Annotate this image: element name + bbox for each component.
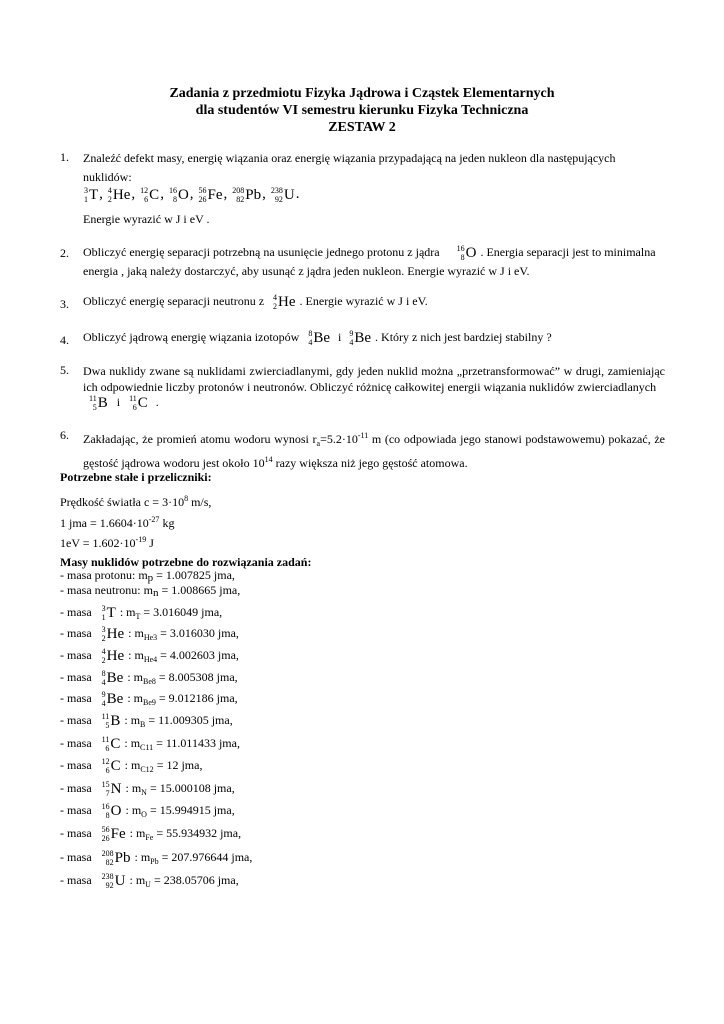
problem-2-line (83, 244, 656, 262)
constant-unit: m/s, (188, 495, 212, 509)
mass-prefix: - masa (60, 691, 92, 705)
mass-symbol-label: : m (124, 691, 143, 705)
nuclide-o-16 (169, 186, 189, 204)
nuclide-indices (232, 186, 244, 204)
nuclide-indices (102, 780, 110, 798)
mass-row (60, 849, 252, 870)
nuclide-mass-number: 12 (101, 757, 110, 767)
nuclide-symbol: He (278, 294, 296, 311)
problem-2-number: 2. (60, 246, 69, 260)
nuclide-mass-number: 16 (456, 244, 465, 254)
mass-nuclide (102, 604, 116, 622)
problem-1-text: Znaleźć defekt masy, energię wiązania oraz energię wiązania przypadającą na jeden nukleon dla następujących (83, 151, 616, 165)
nuclide-atomic-number: 4 (349, 338, 354, 348)
nuclide-atomic-number: 7 (105, 789, 110, 799)
problem-4-nuclide-2 (349, 329, 371, 347)
nuclide-indices (102, 669, 106, 687)
mass-subscript: O (141, 810, 147, 819)
mass-prefix: - masa (60, 873, 92, 887)
mass-prefix: - masa (60, 758, 92, 772)
nuclide-indices (140, 186, 148, 204)
mass-subscript: Fe (145, 833, 154, 842)
mass-row (60, 825, 241, 846)
nuclide-t-3 (84, 186, 98, 204)
mass-value: = 8.005308 jma, (155, 670, 238, 684)
mass-row (60, 647, 239, 668)
mass-subscript: Be9 (143, 698, 156, 707)
nuclide-separator: , (160, 186, 164, 202)
problem-6-text-1: Zakładając, że promień atomu wodoru wynosi r (83, 432, 317, 446)
nuclide-indices (102, 712, 110, 730)
mass-value: = 238.05706 jma, (150, 873, 239, 887)
nuclide-mass-number: 11 (89, 394, 97, 404)
mass-symbol-label: : m (121, 758, 141, 772)
nuclide-indices (199, 186, 207, 204)
problem-2-text-b: . Energia separacji jest to minimalna (480, 245, 656, 259)
nuclide-indices (102, 872, 114, 890)
problem-4-line (83, 329, 552, 347)
mass-neutron (60, 582, 240, 601)
constant-unit: J (146, 536, 154, 550)
mass-value: = 12 jma, (153, 758, 203, 772)
problem-3-text-b: . Energie wyrazić w J i eV. (299, 294, 428, 308)
problem-4-number: 4. (60, 333, 69, 347)
nuclide-atomic-number: 1 (84, 195, 88, 205)
nuclide-separator: , (262, 186, 266, 202)
problem-4-text-a: Obliczyć jądrową energię wiązania izotopów (83, 330, 300, 344)
nuclide-symbol: Fe (207, 187, 223, 204)
mass-subscript: n (152, 587, 159, 599)
problem-3-text-a: Obliczyć energię separacji neutronu z (83, 294, 265, 308)
nuclide-atomic-number: 82 (236, 195, 245, 205)
nuclide-atomic-number: 5 (92, 403, 97, 413)
mass-symbol-label: : m (125, 626, 144, 640)
problem-5-text: Dwa nuklidy zwane są nuklidami zwierciadlanymi, gdy jeden nuklid można „przetransformować” w drugi, zamieniając ich odpowiednie liczby protonów i neutronów. Obliczyć różnicę całkowitej energii wiązania nuklidów zwierciadlanych (83, 364, 665, 394)
mass-prefix: - masa (60, 670, 92, 684)
mass-row (60, 604, 222, 625)
nuclide-separator: . (295, 186, 300, 202)
problem-2-text-a: Obliczyć energię separacji potrzebną na usunięcie jednego protonu z jądra (83, 245, 440, 259)
nuclide-mass-number: 11 (101, 712, 110, 722)
problem-1-number: 1. (60, 150, 69, 164)
mass-value: = 15.000108 jma, (146, 781, 235, 795)
nuclide-indices (102, 802, 110, 820)
mass-value: = 1.008665 jma, (158, 583, 241, 597)
constants-heading: Potrzebne stałe i przeliczniki: (60, 470, 212, 484)
mass-subscript: B (140, 720, 146, 729)
nuclide-indices (108, 186, 112, 204)
nuclide-symbol: O (110, 803, 122, 820)
mass-subscript: C12 (140, 765, 154, 774)
nuclide-separator: , (131, 186, 136, 202)
nuclide-symbol: Pb (245, 187, 262, 204)
mass-nuclide (102, 802, 122, 820)
nuclide-mass-number: 8 (101, 669, 106, 679)
nuclide-indices (102, 735, 110, 753)
mass-nuclide (102, 669, 124, 687)
nuclide-atomic-number: 92 (274, 195, 283, 205)
nuclide-symbol: He (106, 626, 125, 643)
nuclide-atomic-number: 8 (460, 253, 465, 263)
mass-label: - masa protonu: m (60, 568, 148, 582)
nuclide-atomic-number: 8 (172, 195, 177, 205)
problem-6-text-3: m (co odpowiada jego stanowi podstawowemu) pokazać, że gęstość jądrowa wodoru jest około 10 (83, 432, 666, 470)
mass-row (60, 872, 239, 893)
mass-value: = 15.994915 jma, (146, 803, 235, 817)
mass-subscript: p (147, 572, 154, 584)
mass-symbol-label: : m (121, 736, 141, 750)
mass-row (60, 780, 235, 801)
mass-value: = 1.007825 jma, (153, 568, 235, 582)
mass-prefix: - masa (60, 826, 92, 840)
mass-symbol-label: : m (122, 781, 142, 795)
problem-6-text-4: razy większa niż jego gęstość atomowa. (272, 456, 468, 470)
nuclide-indices (102, 647, 106, 665)
mass-subscript: Be8 (143, 677, 156, 686)
mass-symbol-label: : m (131, 850, 151, 864)
mass-prefix: - masa (60, 626, 92, 640)
nuclide-atomic-number: 26 (198, 195, 207, 205)
nuclide-atomic-number: 2 (273, 302, 278, 312)
nuclide-symbol: U (283, 187, 295, 204)
nuclide-mass-number: 3 (101, 625, 106, 635)
mass-prefix: - masa (60, 850, 92, 864)
constant-exponent: 8 (184, 494, 189, 503)
nuclide-mass-number: 56 (198, 186, 207, 196)
nuclide-mass-number: 11 (101, 735, 110, 745)
nuclide-separator: , (189, 186, 194, 202)
nuclide-atomic-number: 6 (105, 744, 110, 754)
problem-6-exponent-2: 14 (264, 455, 273, 464)
nuclide-mass-number: 4 (273, 293, 278, 303)
mass-symbol-label: : m (116, 605, 136, 619)
nuclide-symbol: He (112, 187, 131, 204)
mass-prefix: - masa (60, 713, 92, 727)
nuclide-symbol: Be (354, 330, 372, 347)
nuclide-atomic-number: 8 (105, 811, 110, 821)
mass-value: = 55.934932 jma, (153, 826, 242, 840)
nuclide-symbol: C (137, 395, 148, 412)
problem-1-text-2: nuklidów: (83, 170, 132, 184)
nuclide-symbol: U (114, 873, 126, 890)
nuclide-mass-number: 12 (140, 186, 149, 196)
nuclide-fe-56 (199, 186, 223, 204)
nuclide-mass-number: 8 (308, 329, 313, 339)
mass-row (60, 802, 235, 823)
nuclide-indices (84, 186, 88, 204)
mass-subscript: T (135, 612, 141, 621)
nuclide-symbol: Be (313, 330, 331, 347)
nuclide-separator: , (99, 186, 103, 202)
nuclide-atomic-number: 6 (132, 403, 137, 413)
nuclide-indices (102, 849, 114, 867)
nuclide-mass-number: 16 (101, 802, 110, 812)
nuclide-symbol: Pb (114, 850, 131, 867)
nuclide-atomic-number: 4 (308, 338, 313, 348)
problem-6-number: 6. (60, 428, 69, 442)
mass-nuclide (102, 849, 131, 867)
nuclide-atomic-number: 4 (101, 678, 106, 688)
nuclide-symbol: Be (106, 670, 124, 687)
constant-unit: kg (159, 516, 175, 530)
mass-row (60, 690, 238, 711)
nuclide-symbol: O (465, 245, 477, 262)
constant-exponent: -27 (148, 515, 160, 524)
nuclide-symbol: Fe (110, 826, 126, 843)
problem-5-conjunction: i (116, 395, 121, 409)
nuclide-indices (102, 625, 106, 643)
nuclide-indices (102, 757, 110, 775)
mass-subscript: C11 (140, 743, 154, 752)
nuclide-mass-number: 3 (84, 186, 88, 196)
problem-1-text-3: Energie wyrazić w J i eV . (83, 212, 210, 226)
mass-label: - masa neutronu: m (60, 583, 153, 597)
nuclide-mass-number: 238 (101, 872, 114, 882)
constant-jma (60, 512, 174, 531)
mass-nuclide (102, 690, 124, 708)
mass-row (60, 757, 202, 778)
mass-row (60, 712, 233, 733)
mass-value: = 207.976644 jma, (158, 850, 253, 864)
problem-6-text (83, 428, 665, 471)
mass-nuclide (102, 647, 125, 665)
nuclide-atomic-number: 26 (101, 834, 110, 844)
problem-3-number: 3. (60, 297, 69, 311)
nuclide-indices (102, 604, 106, 622)
nuclide-mass-number: 4 (101, 647, 106, 657)
mass-subscript: He4 (143, 655, 158, 664)
masses-heading: Masy nuklidów potrzebne do rozwiązania zadań: (60, 555, 312, 569)
mass-nuclide (102, 780, 122, 798)
nuclide-mass-number: 208 (232, 186, 245, 196)
nuclide-mass-number: 208 (101, 849, 114, 859)
nuclide-symbol: C (110, 758, 121, 775)
nuclide-mass-number: 4 (107, 186, 112, 196)
mass-value: = 11.009305 jma, (145, 713, 233, 727)
mass-symbol-label: : m (126, 826, 146, 840)
nuclide-separator: , (223, 186, 228, 202)
nuclide-symbol: B (110, 713, 121, 730)
problem-5-end: . (155, 395, 159, 409)
nuclide-symbol: C (149, 187, 160, 204)
mass-symbol-label: : m (125, 648, 144, 662)
mass-prefix: - masa (60, 605, 92, 619)
nuclide-atomic-number: 2 (107, 195, 112, 205)
constant-text: Prędkość światła c = 3·10 (60, 495, 185, 509)
mass-symbol-label: : m (121, 713, 141, 727)
nuclide-pb-208 (232, 186, 261, 204)
mass-nuclide (102, 757, 121, 775)
mass-symbol-label: : m (122, 803, 142, 817)
nuclide-mass-number: 238 (270, 186, 283, 196)
problem-3-nuclide (273, 293, 296, 311)
nuclide-mass-number: 11 (129, 394, 137, 404)
mass-nuclide (102, 872, 126, 890)
doc-title-line3: ZESTAW 2 (328, 120, 396, 135)
problem-6-subscript: a (316, 439, 321, 448)
nuclide-atomic-number: 6 (105, 766, 110, 776)
nuclide-mass-number: 9 (101, 690, 106, 700)
problem-4-nuclide-1 (308, 329, 330, 347)
nuclide-atomic-number: 2 (101, 656, 106, 666)
mass-value: = 11.011433 jma, (153, 736, 240, 750)
nuclide-symbol: Be (106, 691, 124, 708)
problem-6-exponent-1: -11 (357, 431, 369, 440)
nuclide-c-12 (140, 186, 159, 204)
nuclide-mass-number: 15 (101, 780, 110, 790)
constant-speed-of-light (60, 491, 211, 510)
mass-prefix: - masa (60, 803, 92, 817)
mass-value: = 9.012186 jma, (155, 691, 238, 705)
nuclide-mass-number: 16 (168, 186, 177, 196)
constant-text: 1 jma = 1.6604·10 (60, 516, 149, 530)
mass-subscript: U (145, 880, 151, 889)
mass-prefix: - masa (60, 781, 92, 795)
nuclide-symbol: T (89, 187, 99, 204)
problem-5-number: 5. (60, 363, 69, 377)
mass-subscript: N (141, 788, 147, 797)
problem-2-nuclide (457, 244, 477, 262)
nuclide-atomic-number: 1 (101, 613, 106, 623)
doc-title-line2: dla studentów VI semestru kierunku Fizyka Techniczna (195, 103, 529, 118)
problem-5-nuclide-1 (89, 394, 108, 412)
nuclide-he-4 (108, 186, 131, 204)
nuclide-mass-number: 56 (101, 825, 110, 835)
doc-title-line1: Zadania z przedmiotu Fizyka Jądrowa i Cząstek Elementarnych (169, 86, 555, 101)
problem-3-line (83, 293, 428, 311)
nuclide-indices (102, 690, 106, 708)
mass-value: = 3.016049 jma, (140, 605, 223, 619)
constant-exponent: -19 (135, 535, 147, 544)
nuclide-symbol: T (106, 605, 116, 622)
mass-symbol-label: : m (124, 670, 143, 684)
mass-subscript: He3 (143, 633, 158, 642)
nuclide-atomic-number: 82 (105, 858, 114, 868)
nuclide-atomic-number: 4 (101, 699, 106, 709)
mass-value: = 3.016030 jma, (157, 626, 239, 640)
constant-ev (60, 532, 154, 551)
problem-4-conjunction: i (338, 330, 342, 344)
mass-symbol-label: : m (126, 873, 146, 887)
nuclide-indices (169, 186, 177, 204)
nuclide-u-238 (271, 186, 295, 204)
mass-prefix: - masa (60, 648, 92, 662)
nuclide-indices (102, 825, 110, 843)
nuclide-mass-number: 9 (349, 329, 354, 339)
problem-5-nuclide-2 (129, 394, 148, 412)
nuclide-symbol: N (110, 781, 122, 798)
nuclide-symbol: B (97, 395, 108, 412)
problem-5-nuclides (88, 394, 159, 412)
problem-1-nuclide-list (83, 186, 303, 204)
mass-nuclide (102, 625, 125, 643)
mass-nuclide (102, 712, 121, 730)
problem-6-text-2: =5.2·10 (320, 432, 358, 446)
nuclide-mass-number: 3 (101, 604, 106, 614)
mass-prefix: - masa (60, 736, 92, 750)
nuclide-atomic-number: 92 (105, 881, 114, 891)
nuclide-symbol: C (110, 736, 121, 753)
problem-4-text-b: . Który z nich jest bardziej stabilny ? (375, 330, 552, 344)
nuclide-atomic-number: 2 (101, 634, 106, 644)
nuclide-symbol: He (106, 648, 125, 665)
mass-row (60, 735, 240, 756)
mass-value: = 4.002603 jma, (157, 648, 239, 662)
nuclide-indices (271, 186, 283, 204)
mass-nuclide (102, 825, 126, 843)
nuclide-symbol: O (177, 187, 189, 204)
constant-text: 1eV = 1.602·10 (60, 536, 136, 550)
mass-nuclide (102, 735, 121, 753)
nuclide-atomic-number: 5 (105, 721, 110, 731)
nuclide-atomic-number: 6 (144, 195, 149, 205)
mass-row (60, 625, 239, 646)
problem-2-text-2: energia , jaką należy dostarczyć, aby usunąć z jądra jeden nukleon. Energie wyrazić w J i eV. (83, 264, 530, 278)
mass-subscript: Pb (150, 857, 159, 866)
mass-row (60, 669, 238, 690)
